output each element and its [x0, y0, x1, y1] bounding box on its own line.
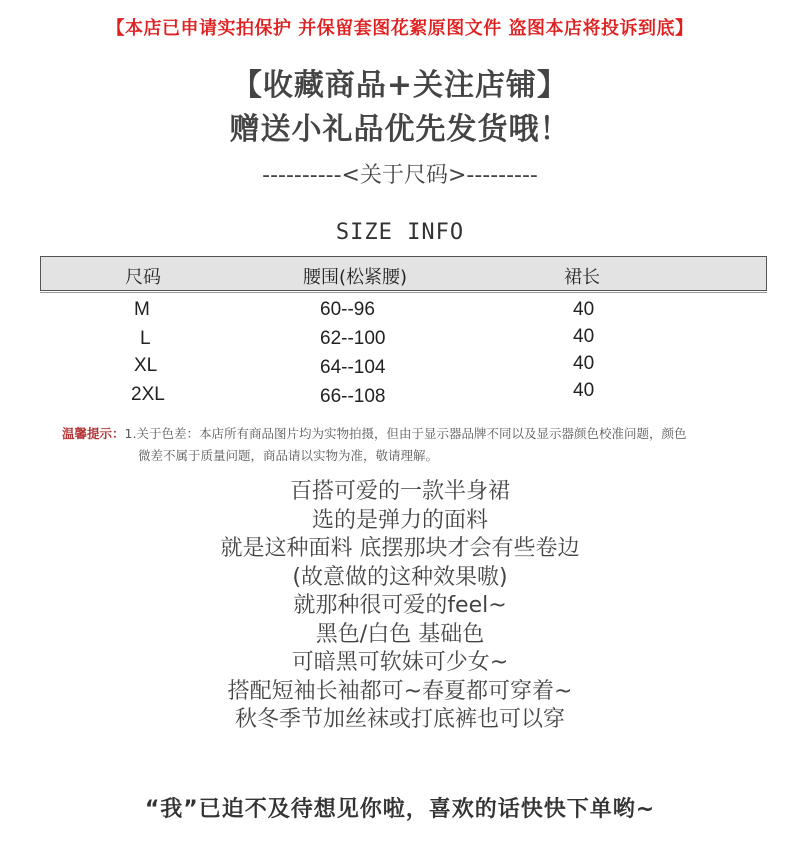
product-description	[0, 478, 800, 735]
tip-text-2: 微差不属于质量问题，商品请以实物为准，敬请理解。	[138, 448, 439, 463]
description-line: 黑色/白色 基础色	[315, 621, 485, 647]
cell-length: 40	[573, 380, 595, 401]
size-table	[40, 256, 767, 415]
table-divider	[40, 292, 767, 293]
promo-line-2: 赠送小礼品优先发货哦！	[229, 112, 571, 147]
table-row	[40, 328, 767, 357]
header-length: 裙长	[564, 267, 600, 288]
table-row	[40, 353, 767, 386]
description-line: 就是这种面料 底摆那块才会有些卷边	[220, 536, 580, 561]
description-line: (故意做的这种效果嗷)	[292, 564, 508, 590]
cell-length: 40	[573, 326, 595, 347]
cell-waist: 66--108	[320, 386, 386, 407]
cell-waist: 64--104	[320, 357, 386, 378]
cell-size: XL	[134, 355, 158, 376]
header-size: 尺码	[125, 267, 161, 288]
cell-length: 40	[573, 353, 595, 374]
description-line: 秋冬季节加丝袜或打底裤也可以穿	[234, 707, 565, 732]
table-row	[40, 299, 767, 328]
cell-waist: 60--96	[320, 299, 375, 320]
cell-size: M	[134, 299, 150, 320]
description-line: 就那种很可爱的feel~	[293, 593, 507, 618]
cell-size: L	[140, 328, 151, 349]
promo-line-1: 【收藏商品+关注店铺】	[231, 68, 569, 103]
description-line: 百搭可爱的一款半身裙	[289, 479, 510, 504]
header-waist: 腰围(松紧腰)	[303, 267, 408, 288]
warm-tip	[62, 423, 762, 467]
closing-message: “我”已迫不及待想见你啦，喜欢的话快快下单哟~	[144, 797, 656, 822]
copyright-notice: 【本店已申请实拍保护 并保留套图花絮原图文件 盗图本店将投诉到底】	[106, 18, 694, 39]
description-line: 搭配短袖长袖都可~春夏都可穿着~	[227, 678, 573, 704]
tip-text-1: 1.关于色差：本店所有商品图片均为实物拍摄，但由于显示器品牌不同以及显示器颜色校准问题，颜色	[124, 426, 687, 441]
cell-length: 40	[573, 299, 595, 320]
description-line: 可暗黑可软妹可少女~	[291, 650, 509, 675]
table-row	[40, 380, 767, 415]
size-section-heading: ----------<关于尺码>---------	[262, 163, 538, 188]
description-line: 选的是弹力的面料	[311, 507, 488, 533]
size-info-title: SIZE INFO	[335, 220, 465, 245]
table-header	[40, 256, 767, 291]
cell-waist: 62--100	[320, 328, 386, 349]
tip-line-1	[62, 423, 762, 445]
cell-size: 2XL	[131, 384, 165, 405]
tip-label: 温馨提示：	[62, 426, 125, 441]
